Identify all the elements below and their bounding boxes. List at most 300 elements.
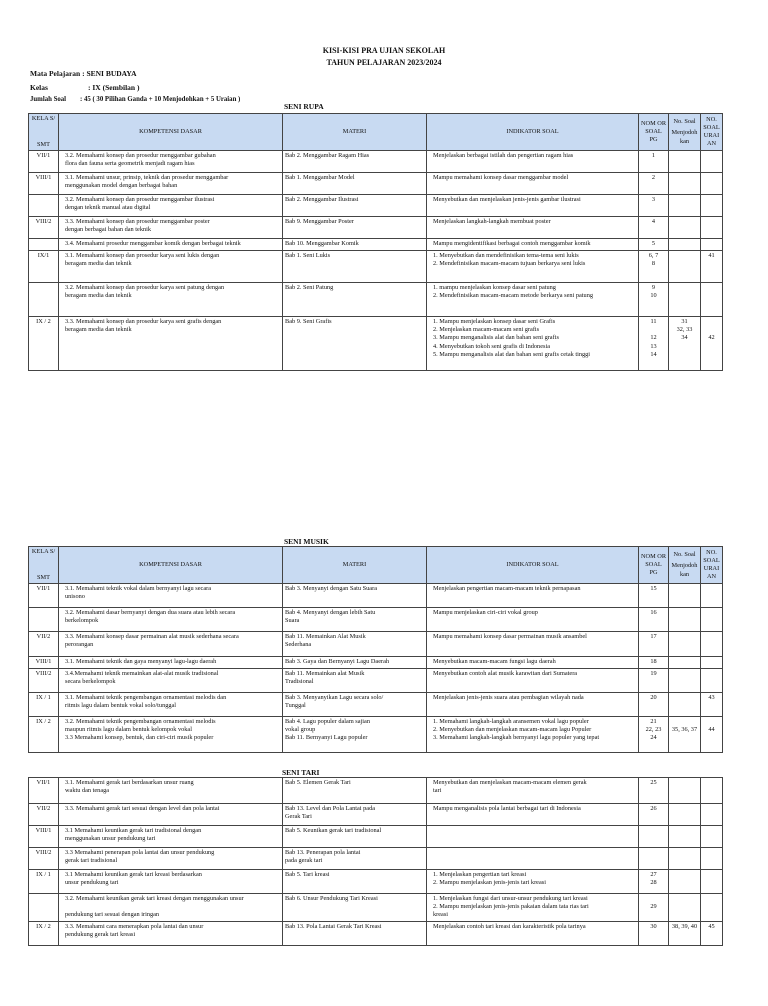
header-menjodohkan [669, 114, 701, 151]
indikator-line: Menjelaskan langkah-langkah membuat poster [433, 218, 551, 225]
header-menjodohkan-top: No. Soal [673, 118, 696, 126]
cell-uraian [701, 317, 723, 371]
uraian-line [703, 585, 720, 593]
cell-kompetensi-dasar [59, 717, 283, 753]
menjodohkan-line [671, 827, 698, 835]
materi-line: Bab 9. Seni Grafis [285, 318, 332, 325]
cell-kelas: VII/2 [29, 804, 59, 826]
table-row [29, 239, 723, 251]
cell-menjodohkan [669, 693, 701, 717]
table-row [29, 317, 723, 371]
cell-kelas [29, 894, 59, 922]
uraian-line [703, 903, 720, 911]
uraian-line: 41 [708, 252, 715, 259]
cell-kompetensi-dasar [59, 173, 283, 195]
cell-nomor-pg [639, 239, 669, 251]
uraian-line [703, 734, 720, 742]
indikator-line: Menyebutkan dan menjelaskan macam-macam elemen gerak [433, 779, 587, 786]
cell-nomor-pg [639, 632, 669, 657]
nomor-pg-line: 3 [651, 196, 656, 203]
nomor-pg-line [641, 827, 666, 835]
cell-kompetensi-dasar [59, 251, 283, 283]
materi-line: Tradisional [285, 678, 314, 686]
cell-kelas: VIII/2 [29, 217, 59, 239]
cell-nomor-pg [639, 217, 669, 239]
table-seni-rupa [28, 113, 723, 371]
cell-materi [283, 894, 427, 922]
uraian-line [703, 827, 720, 835]
cell-menjodohkan [669, 669, 701, 693]
jumlah-line [30, 96, 241, 103]
cell-nomor-pg [639, 922, 669, 946]
indikator-line: Mampu menganalisis pola lantai berbagai tari di Indonesia [433, 805, 581, 812]
uraian-line [703, 670, 720, 678]
table-row [29, 283, 723, 317]
cell-indikator [427, 669, 639, 693]
nomor-pg-line: 6, 7 [648, 252, 659, 259]
cell-kelas: VIII/1 [29, 173, 59, 195]
cell-kompetensi-dasar [59, 826, 283, 848]
cell-menjodohkan [669, 870, 701, 894]
nomor-pg-line: 26 [650, 805, 657, 812]
materi-line: Bab 3. Gaya dan Bernyanyi Lagu Daerah [285, 658, 390, 665]
menjodohkan-line [671, 805, 698, 813]
materi-line: vokal group [285, 726, 316, 734]
cell-indikator [427, 804, 639, 826]
kompetensi-line: dengan berbagai bahan dan teknik [65, 226, 152, 234]
cell-nomor-pg [639, 669, 669, 693]
cell-indikator [427, 584, 639, 608]
cell-uraian [701, 826, 723, 848]
nomor-pg-line: 30 [650, 923, 657, 930]
cell-indikator [427, 894, 639, 922]
cell-menjodohkan [669, 239, 701, 251]
menjodohkan-line: 34 [681, 334, 688, 342]
cell-kompetensi-dasar [59, 657, 283, 669]
cell-materi [283, 251, 427, 283]
cell-uraian [701, 251, 723, 283]
cell-indikator [427, 239, 639, 251]
menjodohkan-line [671, 260, 698, 268]
cell-indikator [427, 848, 639, 870]
indikator-line: 2. Mendefinisikan macam-macam metode berkarya seni patung [433, 292, 593, 300]
cell-menjodohkan [669, 778, 701, 804]
table-row [29, 584, 723, 608]
cell-nomor-pg [639, 608, 669, 632]
header-nomor-soal-pg: NOM OR SOAL PG [639, 114, 669, 151]
cell-indikator [427, 922, 639, 946]
header-kelas-top: KELA S/ [31, 548, 56, 555]
indikator-line: Menyebutkan macam-macam fungsi lagu daerah [433, 658, 556, 665]
nomor-pg-line: 17 [650, 633, 657, 640]
uraian-line [703, 805, 720, 813]
nomor-pg-line: 8 [651, 260, 656, 268]
menjodohkan-line [671, 585, 698, 593]
table-row [29, 778, 723, 804]
cell-kompetensi-dasar [59, 669, 283, 693]
menjodohkan-line [671, 694, 698, 702]
uraian-line: 42 [708, 334, 715, 342]
kompetensi-line: 3.3. Memahami cara menerapkan pola lantai dan unsur [65, 923, 204, 930]
cell-kompetensi-dasar [59, 151, 283, 173]
header-materi: MATERI [283, 547, 427, 584]
cell-materi [283, 870, 427, 894]
doc-subtitle: TAHUN PELAJARAN 2023/2024 [326, 58, 442, 67]
cell-materi [283, 848, 427, 870]
kompetensi-line: 3.1. Memahami konsep dan prosedur karya seni lukis dengan [65, 252, 220, 259]
menjodohkan-line [671, 284, 698, 292]
materi-line: Bab 10. Menggambar Komik [285, 240, 359, 247]
cell-nomor-pg [639, 657, 669, 669]
menjodohkan-line [671, 658, 698, 666]
cell-kelas: VIII/1 [29, 826, 59, 848]
uraian-line [703, 718, 720, 726]
table-row [29, 151, 723, 173]
indikator-line: 1. mampu menjelaskan konsep dasar seni patung [433, 284, 556, 291]
uraian-line [703, 284, 720, 292]
indikator-line: kreasi [433, 911, 449, 919]
nomor-pg-line: 4 [651, 218, 656, 225]
cell-indikator [427, 693, 639, 717]
table-row [29, 804, 723, 826]
menjodohkan-line [671, 292, 698, 300]
cell-kelas: VII/1 [29, 584, 59, 608]
kelas-value: : IX (Sembilan ) [88, 83, 140, 92]
indikator-line: 1. Mampu menjelaskan konsep dasar seni Grafis [433, 318, 556, 325]
cell-nomor-pg [639, 778, 669, 804]
kompetensi-line: ritmis lagu dalam bentuk vokal solo/tunggal [65, 702, 177, 710]
cell-uraian [701, 239, 723, 251]
kompetensi-line: 3.3. Memahami konsep dasar permainan alat musik sederhana secara [65, 633, 239, 640]
cell-menjodohkan [669, 195, 701, 217]
cell-kompetensi-dasar [59, 870, 283, 894]
kompetensi-line: 3.4. Memahami prosedur menggambar komik dengan berbagai teknik [65, 240, 241, 247]
cell-menjodohkan [669, 173, 701, 195]
nomor-pg-line: 1 [651, 152, 656, 159]
nomor-pg-line: 24 [650, 734, 657, 742]
cell-materi [283, 717, 427, 753]
cell-kelas: VIII/2 [29, 848, 59, 870]
materi-line: Bab 13. Level dan Pola Lantai pada [285, 805, 376, 812]
menjodohkan-line [671, 718, 698, 726]
header-menjodohkan-top: No. Soal [673, 551, 696, 559]
uraian-line [703, 871, 720, 879]
cell-uraian [701, 608, 723, 632]
cell-nomor-pg [639, 317, 669, 371]
cell-materi [283, 195, 427, 217]
cell-indikator [427, 151, 639, 173]
header-kelas-bottom: SMT [37, 140, 50, 148]
indikator-line: Mampu mengidentifikasi berbagai contoh menggambar komik [433, 240, 591, 247]
menjodohkan-line [671, 871, 698, 879]
kompetensi-line: pendukung tari sesuai dengan iringan [65, 911, 160, 919]
indikator-line: Menjelaskan pengertian macam-macam teknik pernapasan [433, 585, 581, 592]
materi-line: Bab 13. Pola Lantai Gerak Tari Kreasi [285, 923, 382, 930]
kompetensi-line: 3.3. Memahami gerak tari sesuai dengan level dan pola lantai [65, 805, 220, 812]
materi-line: Bab 2. Seni Patung [285, 284, 334, 291]
header-row [29, 547, 723, 584]
cell-materi [283, 669, 427, 693]
cell-nomor-pg [639, 173, 669, 195]
indikator-line: 5. Mampu menganalisis alat dan bahan seni grafis cetak tinggi [433, 350, 591, 358]
indikator-line: 1. Menyebutkan dan mendefinisikan tema-tema seni lukis [433, 252, 579, 259]
doc-title: KISI-KISI PRA UJIAN SEKOLAH [322, 46, 446, 55]
cell-uraian [701, 584, 723, 608]
cell-nomor-pg [639, 195, 669, 217]
header-kelas [29, 114, 59, 151]
indikator-line: Mampu memahami konsep dasar menggambar model [433, 174, 569, 181]
cell-kelas: IX/1 [29, 251, 59, 283]
section-seni-musik: SENI MUSIK [284, 537, 329, 546]
uraian-line: 45 [708, 923, 715, 930]
nomor-pg-line: 11 [650, 318, 657, 325]
nomor-pg-line: 27 [650, 871, 657, 878]
indikator-line: Menyebutkan contoh alat musik karawitan dari Sumatera [433, 670, 578, 677]
indikator-line: tari [433, 787, 442, 795]
cell-nomor-pg [639, 693, 669, 717]
nomor-pg-line [641, 326, 666, 334]
header-nomor-uraian: NO. SOAL URAI AN [701, 114, 723, 151]
materi-line: Bab 5. Elemen Gerak Tari [285, 779, 351, 786]
uraian-line [703, 633, 720, 641]
cell-uraian [701, 195, 723, 217]
kompetensi-line: 3.4.Memahami teknik memainkan alat-alat musik tradisional [65, 670, 219, 677]
cell-materi [283, 217, 427, 239]
menjodohkan-line: 31 [681, 318, 688, 325]
kompetensi-line: 3.2. Memahami konsep dan prosedur menggambar gubahan [65, 152, 216, 159]
materi-line: Bab 9. Menggambar Poster [285, 218, 354, 225]
kompetensi-line: berkelompok [65, 617, 99, 625]
cell-nomor-pg [639, 717, 669, 753]
cell-menjodohkan [669, 922, 701, 946]
indikator-line: 2. Menjelaskan macam-macam seni grafis [433, 326, 540, 334]
menjodohkan-line [671, 218, 698, 226]
uraian-line [703, 849, 720, 857]
menjodohkan-line [671, 903, 698, 911]
cell-indikator [427, 283, 639, 317]
cell-nomor-pg [639, 251, 669, 283]
kompetensi-line: beragam media dan teknik [65, 292, 132, 300]
kompetensi-line: 3.1 Memahami keunikan gerak tari kreasi berdasarkan [65, 871, 202, 878]
cell-menjodohkan [669, 251, 701, 283]
cell-indikator [427, 173, 639, 195]
table-row [29, 826, 723, 848]
cell-uraian [701, 151, 723, 173]
menjodohkan-line [671, 734, 698, 742]
cell-indikator [427, 195, 639, 217]
mapel-label: Mata Pelajaran : SENI BUDAYA [30, 69, 137, 78]
indikator-line: 3. Mampu menganalisis alat dan bahan seni grafis [433, 334, 559, 342]
cell-kompetensi-dasar [59, 804, 283, 826]
kompetensi-line: 3.1. Memahami teknik pengembangan ornamentasi melodis dan [65, 694, 227, 701]
materi-line: Suara [285, 617, 300, 625]
menjodohkan-line [671, 152, 698, 160]
cell-uraian [701, 717, 723, 753]
uraian-line [703, 609, 720, 617]
kompetensi-line: 3.1 Memahami keunikan gerak tari tradisional dengan [65, 827, 202, 834]
uraian-line: 44 [708, 726, 715, 734]
cell-kompetensi-dasar [59, 317, 283, 371]
cell-materi [283, 804, 427, 826]
uraian-line [703, 260, 720, 268]
cell-kelas: VII/1 [29, 778, 59, 804]
cell-menjodohkan [669, 151, 701, 173]
kompetensi-line: waktu dan tenaga [65, 787, 110, 795]
cell-kompetensi-dasar [59, 693, 283, 717]
kompetensi-line: 3.1. Memahami teknik vokal dalam bernyanyi lagu secara [65, 585, 212, 592]
header-menjodohkan-bottom: Menjodoh kan [671, 562, 698, 578]
section-seni-rupa: SENI RUPA [284, 102, 324, 111]
table-row [29, 657, 723, 669]
uraian-line [703, 152, 720, 160]
kompetensi-line: 3.2. Memahami teknik pengembangan ornamentasi melodis [65, 718, 216, 725]
nomor-pg-line: 25 [650, 779, 657, 786]
cell-materi [283, 778, 427, 804]
menjodohkan-line [671, 240, 698, 248]
table-row [29, 870, 723, 894]
cell-indikator [427, 632, 639, 657]
cell-uraian [701, 217, 723, 239]
cell-uraian [701, 894, 723, 922]
cell-kompetensi-dasar [59, 632, 283, 657]
table-row [29, 693, 723, 717]
uraian-line: 43 [708, 694, 715, 701]
cell-nomor-pg [639, 584, 669, 608]
cell-menjodohkan [669, 317, 701, 371]
cell-kelas [29, 195, 59, 217]
materi-line: Gerak Tari [285, 813, 312, 821]
menjodohkan-line [671, 633, 698, 641]
cell-nomor-pg [639, 151, 669, 173]
kompetensi-line [65, 903, 280, 911]
cell-indikator [427, 251, 639, 283]
uraian-line [703, 240, 720, 248]
cell-kelas: IX / 1 [29, 870, 59, 894]
cell-menjodohkan [669, 804, 701, 826]
cell-menjodohkan [669, 826, 701, 848]
cell-kelas: VIII/2 [29, 669, 59, 693]
menjodohkan-line [671, 849, 698, 857]
cell-materi [283, 657, 427, 669]
cell-materi [283, 632, 427, 657]
cell-materi [283, 693, 427, 717]
table-seni-musik [28, 546, 723, 753]
cell-uraian [701, 848, 723, 870]
header-indikator-soal: INDIKATOR SOAL [427, 114, 639, 151]
cell-indikator [427, 657, 639, 669]
nomor-pg-line [641, 895, 666, 903]
kompetensi-line: beragam media dan teknik [65, 260, 132, 268]
kompetensi-line: 3.3. Memahami konsep dan prosedur karya seni grafis dengan [65, 318, 222, 325]
cell-uraian [701, 173, 723, 195]
nomor-pg-line: 28 [650, 879, 657, 887]
kompetensi-line: perorangan [65, 641, 94, 649]
cell-kelas: IX / 2 [29, 717, 59, 753]
indikator-line: Mampu memahami konsep dasar permainan musik ansambel [433, 633, 587, 640]
header-kelas-bottom: SMT [37, 573, 50, 581]
cell-kelas: IX / 2 [29, 317, 59, 371]
uraian-line [703, 895, 720, 903]
cell-uraian [701, 778, 723, 804]
menjodohkan-line [671, 879, 698, 887]
indikator-line: Menjelaskan contoh tari kreasi dan karakteristik pola tarinya [433, 923, 586, 930]
table-row [29, 251, 723, 283]
nomor-pg-line: 12 [650, 334, 657, 342]
nomor-pg-line: 15 [650, 585, 657, 592]
indikator-line: Mampu menjelaskan ciri-ciri vokal group [433, 609, 538, 616]
uraian-line [703, 218, 720, 226]
table-row [29, 717, 723, 753]
cell-menjodohkan [669, 632, 701, 657]
header-kompetensi-dasar: KOMPETENSI DASAR [59, 114, 283, 151]
header-menjodohkan-bottom: Menjodoh kan [671, 129, 698, 145]
menjodohkan-line [671, 174, 698, 182]
table-seni-tari [28, 777, 723, 946]
kompetensi-line: 3.2. Memahami konsep dan prosedur karya seni patung dengan [65, 284, 225, 291]
uraian-line [703, 658, 720, 666]
indikator-line: 2. Mampu menjelaskan jenis-jenis pakaian dalam tata rias tari [433, 903, 589, 911]
header-nomor-uraian: NO. SOAL URAI AN [701, 547, 723, 584]
cell-nomor-pg [639, 826, 669, 848]
section-seni-tari: SENI TARI [282, 768, 320, 777]
table-row [29, 922, 723, 946]
indikator-line [433, 827, 636, 835]
materi-line: Tunggal [285, 702, 306, 710]
menjodohkan-line [671, 351, 698, 359]
kompetensi-line: beragam media dan teknik [65, 326, 132, 334]
nomor-pg-line: 20 [650, 694, 657, 701]
indikator-line: Menjelaskan berbagai istilah dan pengertian ragam hias [433, 152, 574, 159]
cell-menjodohkan [669, 608, 701, 632]
cell-indikator [427, 217, 639, 239]
cell-menjodohkan [669, 283, 701, 317]
cell-uraian [701, 870, 723, 894]
cell-indikator [427, 870, 639, 894]
uraian-line [703, 326, 720, 334]
materi-line: Bab 1. Seni Lukis [285, 252, 331, 259]
cell-menjodohkan [669, 657, 701, 669]
cell-nomor-pg [639, 804, 669, 826]
indikator-line: 1. Menjelaskan pengertian tari kreasi [433, 871, 527, 878]
uraian-line [703, 779, 720, 787]
kompetensi-line: 3.1. Memahami gerak tari berdasarkan unsur ruang [65, 779, 194, 786]
uraian-line [703, 318, 720, 326]
header-nomor-soal-pg: NOM OR SOAL PG [639, 547, 669, 584]
kompetensi-line: unsur pendukung tari [65, 879, 119, 887]
materi-line: Bab 1. Menggambar Model [285, 174, 355, 181]
nomor-pg-line: 21 [650, 718, 657, 725]
nomor-pg-line: 29 [650, 903, 657, 911]
menjodohkan-line [671, 895, 698, 903]
materi-line: Bab 4. Lagu populer dalam sajian [285, 718, 370, 725]
menjodohkan-line [671, 609, 698, 617]
menjodohkan-line: 35, 36, 37 [671, 726, 698, 734]
materi-line: Bab 3. Menyanyikan Lagu secara solo/ [285, 694, 384, 701]
uraian-line [703, 343, 720, 351]
table-row [29, 669, 723, 693]
cell-nomor-pg [639, 848, 669, 870]
cell-uraian [701, 657, 723, 669]
indikator-line: Menyebutkan dan menjelaskan jenis-jenis gambar ilustrasi [433, 196, 581, 203]
cell-kelas: IX / 2 [29, 922, 59, 946]
indikator-line: 2. Menyebutkan dan menjelaskan macam-macam lagu Populer [433, 726, 592, 734]
cell-menjodohkan [669, 217, 701, 239]
cell-uraian [701, 922, 723, 946]
materi-line: Bab 4. Menyanyi dengan lebih Satu [285, 609, 376, 616]
materi-line: Bab 2. Menggambar Ragam Hias [285, 152, 370, 159]
indikator-line: Menjelaskan jenis-jenis suara atau pembagian wilayah nada [433, 694, 584, 701]
menjodohkan-line [671, 343, 698, 351]
